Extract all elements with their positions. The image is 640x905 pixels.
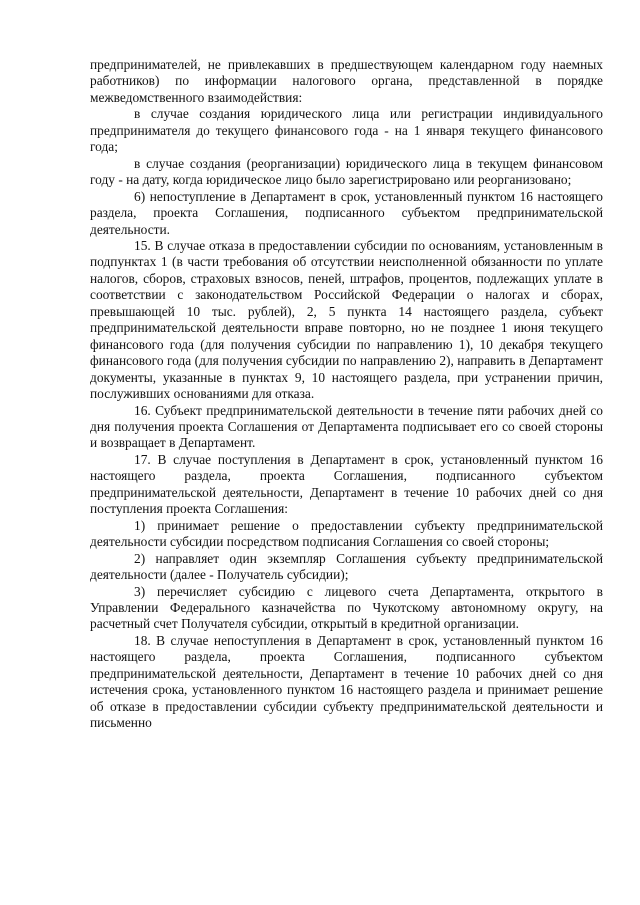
paragraph-clause-18: 18. В случае непоступления в Департамент в срок, установленный пунктом 16 настоящего раздела, проекта Соглашения, подписанного субъектом предпринимательской деятельности, Департамент в течение 10 рабочих дней со дня истечения срока, установленного пунктом 16 настоящего раздела и принимает решение об отказе в предоставлении субсидии субъекту предпринимательской деятельности и письменно [90,632,603,731]
paragraph-subitem-2: 2) направляет один экземпляр Соглашения субъекту предпринимательской деятельности (далее - Получатель субсидии); [90,550,603,583]
paragraph-clause-15: 15. В случае отказа в предоставлении субсидии по основаниям, установленным в подпунктах 1 (в части требования об отсутствии неисполненной обязанности по уплате налогов, сборов, страховых взносов, пеней, штрафов, процентов, подлежащих уплате в соответствии с законодательством Российской Федерации о налогах и сборах, превышающей 10 тыс. рублей), 2, 5 пункта 14 настоящего раздела, субъект предпринимательской деятельности вправе повторно, но не позднее 1 июня текущего финансового года (для получения субсидии по направлению 1), 10 декабря текущего финансового года (для получения субсидии по направлению 2), направить в Департамент документы, указанные в пунктах 9, 10 настоящего раздела, при устранении причин, послуживших основаниями для отказа. [90,237,603,402]
paragraph-item-6: 6) непоступление в Департамент в срок, установленный пунктом 16 настоящего раздела, проекта Соглашения, подписанного субъектом предпринимательской деятельности. [90,188,603,237]
paragraph-clause-16: 16. Субъект предпринимательской деятельности в течение пяти рабочих дней со дня получения проекта Соглашения от Департамента подписывает его со своей стороны и возвращает в Департамент. [90,402,603,451]
paragraph-clause-17: 17. В случае поступления в Департамент в срок, установленный пунктом 16 настоящего раздела, проекта Соглашения, подписанного субъектом предпринимательской деятельности, Департамент в течение 10 рабочих дней со дня поступления проекта Соглашения: [90,451,603,517]
paragraph-subitem-3: 3) перечисляет субсидию с лицевого счета Департамента, открытого в Управлении Федерального казначейства по Чукотскому автономному округу, на расчетный счет Получателя субсидии, открытый в кредитной организации. [90,583,603,632]
paragraph-subitem-1: 1) принимает решение о предоставлении субъекту предпринимательской деятельности субсидии посредством подписания Соглашения со своей стороны; [90,517,603,550]
paragraph-case-creation-current-year: в случае создания (реорганизации) юридического лица в текущем финансовом году - на дату, когда юридическое лицо было зарегистрировано или реорганизовано; [90,155,603,188]
paragraph-case-creation-before-year: в случае создания юридического лица или регистрации индивидуального предпринимателя до текущего финансового года - на 1 января текущего финансового года; [90,106,603,155]
paragraph-continuation: предпринимателей, не привлекавших в предшествующем календарном году наемных работников) по информации налогового органа, представленной в порядке межведомственного взаимодействия: [90,57,603,105]
